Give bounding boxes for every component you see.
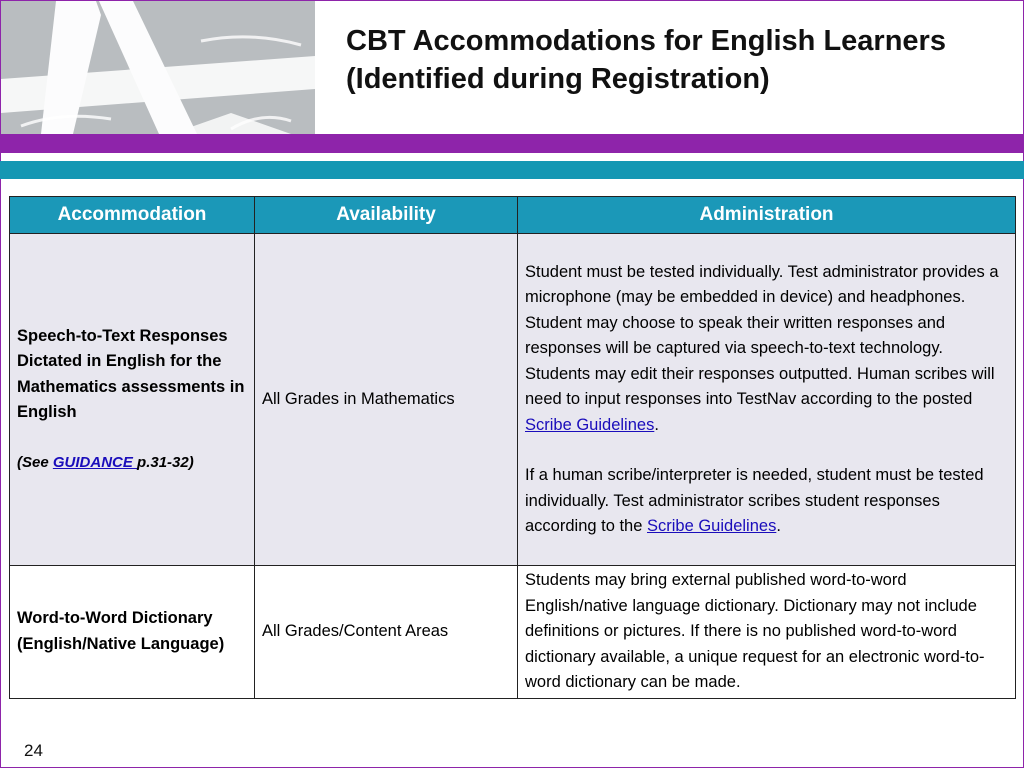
guidance-reference bbox=[17, 450, 247, 476]
header-availability: Availability bbox=[255, 197, 518, 234]
header-accommodation: Accommodation bbox=[10, 197, 255, 234]
availability-cell: All Grades/Content Areas bbox=[255, 566, 518, 699]
guidance-prefix: (See bbox=[17, 453, 53, 471]
letter-a-brushstroke-logo-icon bbox=[1, 1, 315, 134]
admin-paragraph-2 bbox=[525, 463, 1008, 540]
admin-text-end: . bbox=[776, 517, 781, 535]
accommodation-cell bbox=[10, 234, 255, 566]
accommodations-table bbox=[9, 196, 1016, 699]
title-line-1: CBT Accommodations for English Learners bbox=[346, 25, 946, 57]
table-header-row bbox=[10, 197, 1016, 234]
scribe-guidelines-link[interactable]: Scribe Guidelines bbox=[647, 517, 777, 535]
availability-cell: All Grades in Mathematics bbox=[255, 234, 518, 566]
teal-band bbox=[0, 161, 1024, 179]
title-line-2: (Identified during Registration) bbox=[346, 63, 770, 95]
table-row bbox=[10, 234, 1016, 566]
header-administration: Administration bbox=[518, 197, 1016, 234]
guidance-link[interactable]: GUIDANCE bbox=[52, 453, 138, 471]
admin-text: If a human scribe/interpreter is needed, student must be tested individually. Test administrator scribes student responses according to the bbox=[525, 466, 984, 535]
page-number: 24 bbox=[24, 741, 43, 760]
accommodation-name: Speech-to-Text Responses Dictated in English for the Mathematics assessments in English bbox=[17, 326, 245, 422]
guidance-suffix: p.31-32) bbox=[137, 453, 194, 471]
admin-paragraph-1 bbox=[525, 260, 1008, 439]
admin-text: Student must be tested individually. Test administrator provides a microphone (may be embedded in device) and headphones. Student may choose to speak their written responses and responses will be captured via speech-to-text technology. Students may edit their responses outputted. Human scribes will need to input responses into TestNav according to the posted bbox=[525, 262, 999, 408]
logo-panel bbox=[1, 1, 315, 134]
table-row bbox=[10, 566, 1016, 699]
scribe-guidelines-link[interactable]: Scribe Guidelines bbox=[525, 415, 655, 434]
purple-band bbox=[0, 134, 1024, 153]
administration-cell bbox=[518, 234, 1016, 566]
admin-text-end: . bbox=[654, 415, 659, 434]
administration-cell: Students may bring external published word-to-word English/native language dictionary. Dictionary may not include definitions or pictures. If there is no published word-to-word dictionary available, a unique request for an electronic word-to-word dictionary can be made. bbox=[518, 566, 1016, 699]
accommodation-cell: Word-to-Word Dictionary (English/Native Language) bbox=[10, 566, 255, 699]
slide-title bbox=[346, 22, 1006, 98]
